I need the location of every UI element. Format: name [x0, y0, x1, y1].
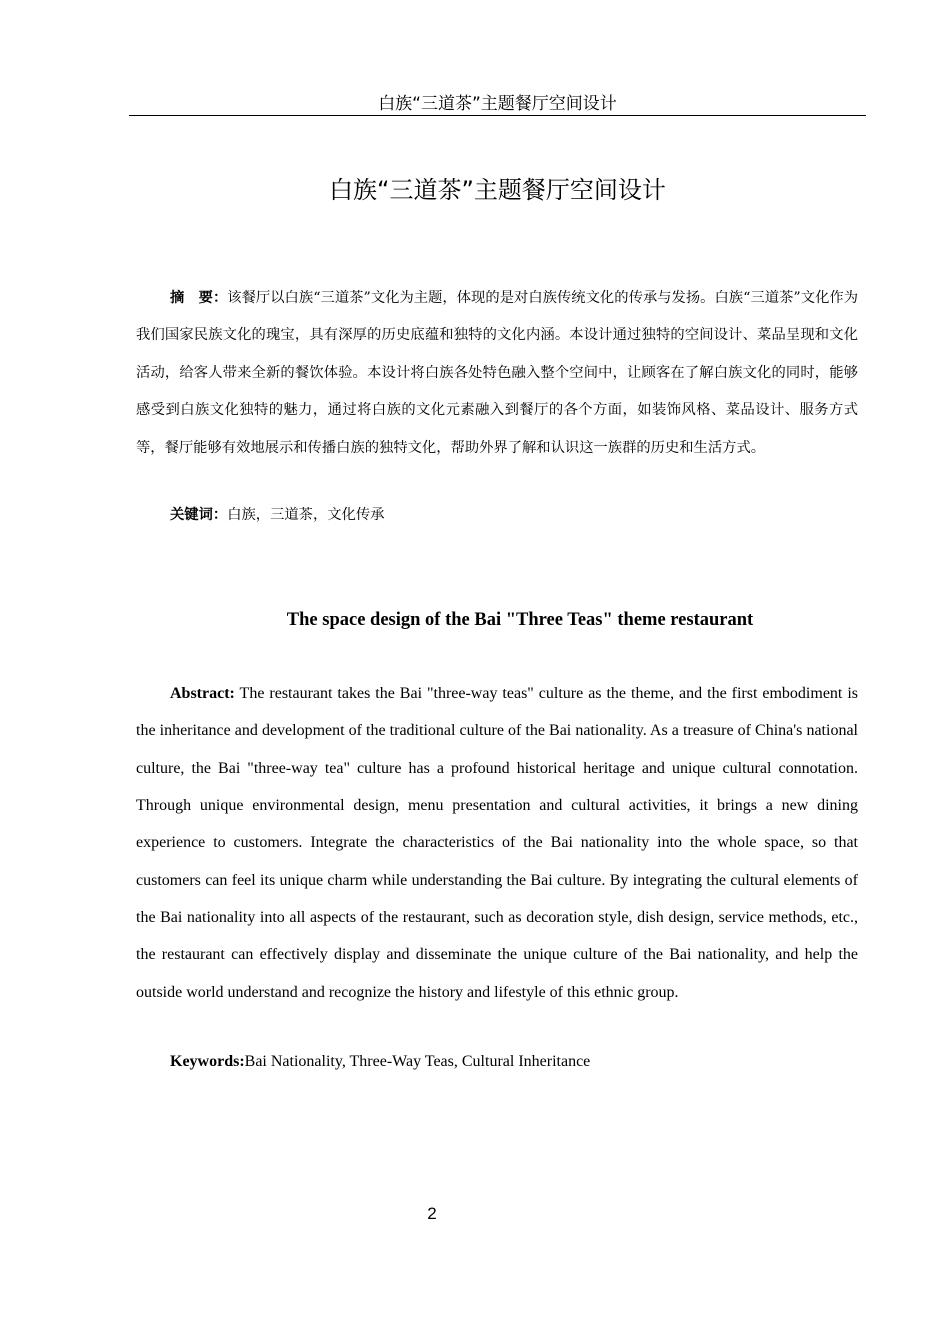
header-rule: [129, 115, 866, 116]
english-keywords: [170, 1050, 858, 1074]
english-abstract: [136, 675, 858, 1011]
running-header: 白族“三道茶”主题餐厅空间设计: [378, 94, 617, 114]
chinese-abstract-label: 摘 要：: [170, 290, 228, 306]
chinese-keywords-label: 关键词：: [170, 507, 228, 523]
chinese-abstract-text: 该餐厅以白族“三道茶”文化为主题，体现的是对白族传统文化的传承与发扬。白族“三道茶”文化作为我们国家民族文化的瑰宝，具有深厚的历史底蕴和独特的文化内涵。本设计通过独特的空间设计、菜品呈现和文化活动，给客人带来全新的餐饮体验。本设计将白族各处特色融入整个空间中，让顾客在了解白族文化的同时，能够感受到白族文化独特的魅力，通过将白族的文化元素融入到餐厅的各个方面，如装饰风格、菜品设计、服务方式等，餐厅能够有效地展示和传播白族的独特文化，帮助外界了解和认识这一族群的历史和生活方式。: [136, 290, 859, 456]
english-abstract-label: Abstract:: [170, 685, 235, 702]
english-keywords-text: Bai Nationality, Three-Way Teas, Cultural Inheritance: [244, 1053, 591, 1070]
english-keywords-label: Keywords:: [170, 1053, 245, 1070]
chinese-title: 白族“三道茶”主题餐厅空间设计: [329, 176, 666, 204]
chinese-keywords-text: 白族，三道茶，文化传承: [227, 507, 385, 523]
english-abstract-text: The restaurant takes the Bai "three-way teas" culture as the theme, and the first embodiment is the inheritance and development of the traditional culture of the Bai nationality. As a treasure of China's national culture, the Bai "three-way tea" culture has a profound historical heritage and unique cultural connotation. Through unique environmental design, menu presentation and cultural activities, it brings a new dining experience to customers. Integrate the characteristics of the Bai nationality into the whole space, so that customers can feel its unique charm while understanding the Bai culture. By integrating the cultural elements of the Bai nationality into all aspects of the restaurant, such as decoration style, dish design, service methods, etc., the restaurant can effectively display and disseminate the unique culture of the Bai nationality, and help the outside world understand and recognize the history and lifestyle of this ethnic group.: [136, 685, 858, 1001]
chinese-abstract: [136, 280, 858, 467]
english-title: The space design of the Bai "Three Teas" theme restaurant: [286, 610, 754, 630]
page-number: 2: [427, 1204, 437, 1223]
chinese-keywords: [170, 503, 858, 527]
